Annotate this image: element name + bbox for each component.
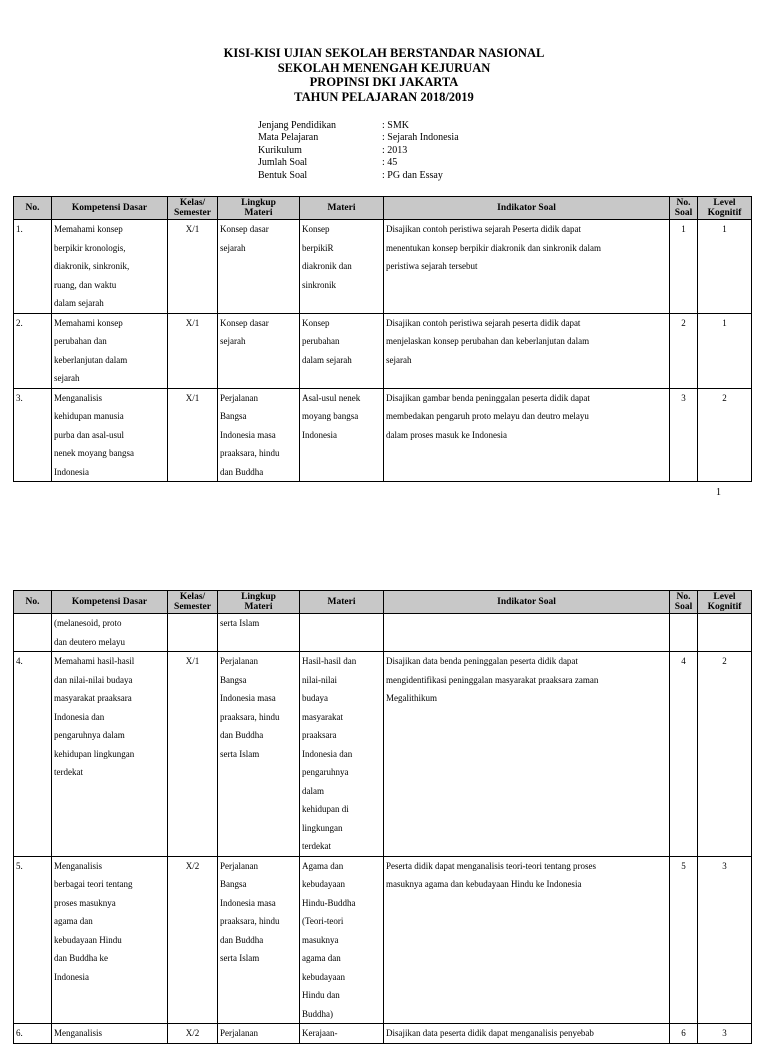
- info-label: Bentuk Soal: [258, 169, 308, 181]
- cell-level: 1: [698, 313, 752, 388]
- header-kompetensi-dasar: Kompetensi Dasar: [52, 591, 168, 614]
- cell-level: [698, 614, 752, 652]
- cell-no-soal: 4: [670, 652, 698, 857]
- kisi-kisi-table-page-2: [13, 590, 752, 1044]
- header-no: No.: [14, 591, 52, 614]
- table-row: [14, 388, 752, 482]
- cell-kelas: X/2: [168, 856, 218, 1024]
- header-lingkup-materi: Lingkup Materi: [218, 591, 300, 614]
- cell-level: 3: [698, 856, 752, 1024]
- cell-no-soal: 3: [670, 388, 698, 482]
- header-indikator-soal: Indikator Soal: [384, 197, 670, 220]
- cell-no-soal: 1: [670, 220, 698, 314]
- info-label: Kurikulum: [258, 144, 302, 156]
- info-value: : PG dan Essay: [382, 169, 443, 181]
- info-row: [258, 145, 459, 157]
- cell-materi: Konsep perubahan dalam sejarah: [300, 313, 384, 388]
- table-row: [14, 856, 752, 1024]
- cell-kompetensi-dasar: Memahami konsep berpikir kronologis, diakronik, sinkronik, ruang, dan waktu dalam sejarah: [52, 220, 168, 314]
- cell-kompetensi-dasar: (melanesoid, proto dan deutero melayu: [52, 614, 168, 652]
- cell-indikator: [384, 614, 670, 652]
- cell-lingkup: Konsep dasar sejarah: [218, 220, 300, 314]
- info-row: [258, 132, 459, 144]
- title-line-4: TAHUN PELAJARAN 2018/2019: [294, 89, 474, 104]
- header-materi: Materi: [300, 197, 384, 220]
- info-row: [258, 170, 459, 182]
- cell-indikator: Peserta didik dapat menganalisis teori-teori tentang proses masuknya agama dan kebudayaan Hindu ke Indonesia: [384, 856, 670, 1024]
- header-row: [14, 197, 752, 220]
- cell-indikator: Disajikan data peserta didik dapat menganalisis penyebab: [384, 1024, 670, 1044]
- cell-no: 5.: [14, 856, 52, 1024]
- cell-indikator: Disajikan contoh peristiwa sejarah Peserta didik dapat menentukan konsep berpikir diakronik dan sinkronik dalam peristiwa sejarah tersebut: [384, 220, 670, 314]
- document-title: [0, 46, 768, 104]
- cell-indikator: Disajikan contoh peristiwa sejarah peserta didik dapat menjelaskan konsep perubahan dan keberlanjutan dalam sejarah: [384, 313, 670, 388]
- info-label: Jumlah Soal: [258, 157, 308, 169]
- info-label: Jenjang Pendidikan: [258, 120, 337, 131]
- cell-kelas: X/1: [168, 388, 218, 482]
- cell-indikator: Disajikan data benda peninggalan peserta didik dapat mengidentifikasi peninggalan masyarakat praaksara zaman Megalithikum: [384, 652, 670, 857]
- title-line-1: KISI-KISI UJIAN SEKOLAH BERSTANDAR NASIONAL: [223, 46, 545, 60]
- cell-kompetensi-dasar: Menganalisis: [52, 1024, 168, 1044]
- cell-no: 2.: [14, 313, 52, 388]
- cell-kompetensi-dasar: Memahami hasil-hasil dan nilai-nilai budaya masyarakat praaksara Indonesia dan pengaruhnya dalam kehidupan lingkungan terdekat: [52, 652, 168, 857]
- header-no-soal: No. Soal: [670, 591, 698, 614]
- header-row: [14, 591, 752, 614]
- cell-kelas: X/2: [168, 1024, 218, 1044]
- cell-kelas: [168, 614, 218, 652]
- cell-materi: Kerajaan-: [300, 1024, 384, 1044]
- cell-materi: Asal-usul nenek moyang bangsa Indonesia: [300, 388, 384, 482]
- cell-kompetensi-dasar: Menganalisis berbagai teori tentang proses masuknya agama dan kebudayaan Hindu dan Buddha ke Indonesia: [52, 856, 168, 1024]
- cell-no: 4.: [14, 652, 52, 857]
- exam-info: [258, 120, 459, 182]
- header-materi: Materi: [300, 591, 384, 614]
- cell-lingkup: Konsep dasar sejarah: [218, 313, 300, 388]
- cell-level: 1: [698, 220, 752, 314]
- title-line-2: SEKOLAH MENENGAH KEJURUAN: [277, 60, 491, 75]
- cell-level: 2: [698, 388, 752, 482]
- cell-lingkup: Perjalanan: [218, 1024, 300, 1044]
- cell-kelas: X/1: [168, 220, 218, 314]
- cell-level: 2: [698, 652, 752, 857]
- cell-materi: Agama dan kebudayaan Hindu-Buddha (Teori-teori masuknya agama dan kebudayaan Hindu dan Buddha): [300, 856, 384, 1024]
- header-kompetensi-dasar: Kompetensi Dasar: [52, 197, 168, 220]
- table-row: [14, 313, 752, 388]
- cell-no: 3.: [14, 388, 52, 482]
- header-no-soal: No. Soal: [670, 197, 698, 220]
- cell-indikator: Disajikan gambar benda peninggalan peserta didik dapat membedakan pengaruh proto melayu dan deutro melayu dalam proses masuk ke Indonesia: [384, 388, 670, 482]
- header-indikator-soal: Indikator Soal: [384, 591, 670, 614]
- cell-lingkup: Perjalanan Bangsa Indonesia masa praaksara, hindu dan Buddha serta Islam: [218, 652, 300, 857]
- table-row: [14, 1024, 752, 1044]
- title-line-3: PROPINSI DKI JAKARTA: [309, 75, 459, 89]
- cell-materi: Hasil-hasil dan nilai-nilai budaya masyarakat praaksara Indonesia dan pengaruhnya dalam kehidupan di lingkungan terdekat: [300, 652, 384, 857]
- table-row: [14, 220, 752, 314]
- info-row: [258, 120, 459, 132]
- cell-kompetensi-dasar: Menganalisis kehidupan manusia purba dan asal-usul nenek moyang bangsa Indonesia: [52, 388, 168, 482]
- info-value: : 2013: [382, 144, 408, 156]
- table-row-continuation: [14, 614, 752, 652]
- cell-lingkup: Perjalanan Bangsa Indonesia masa praaksara, hindu dan Buddha: [218, 388, 300, 482]
- page-number: 1: [716, 487, 721, 498]
- info-value: : Sejarah Indonesia: [382, 132, 459, 144]
- table-row: [14, 652, 752, 857]
- info-row: [258, 157, 459, 169]
- cell-materi: [300, 614, 384, 652]
- header-lingkup-materi: Lingkup Materi: [218, 197, 300, 220]
- cell-kelas: X/1: [168, 313, 218, 388]
- header-level-kognitif: Level Kognitif: [698, 591, 752, 614]
- cell-materi: Konsep berpikiR diakronik dan sinkronik: [300, 220, 384, 314]
- cell-no-soal: 5: [670, 856, 698, 1024]
- cell-no: 1.: [14, 220, 52, 314]
- info-label: Mata Pelajaran: [258, 132, 319, 144]
- cell-lingkup: serta Islam: [218, 614, 300, 652]
- info-value: : 45: [382, 157, 398, 169]
- header-kelas-semester: Kelas/ Semester: [168, 591, 218, 614]
- cell-kompetensi-dasar: Memahami konsep perubahan dan keberlanjutan dalam sejarah: [52, 313, 168, 388]
- cell-lingkup: Perjalanan Bangsa Indonesia masa praaksara, hindu dan Buddha serta Islam: [218, 856, 300, 1024]
- cell-no: 6.: [14, 1024, 52, 1044]
- cell-kelas: X/1: [168, 652, 218, 857]
- cell-no-soal: 2: [670, 313, 698, 388]
- document-page-2: [0, 588, 768, 1038]
- header-no: No.: [14, 197, 52, 220]
- cell-no-soal: [670, 614, 698, 652]
- kisi-kisi-table-page-1: [13, 196, 752, 482]
- cell-level: 3: [698, 1024, 752, 1044]
- cell-no-soal: 6: [670, 1024, 698, 1044]
- header-level-kognitif: Level Kognitif: [698, 197, 752, 220]
- info-value: : SMK: [382, 120, 409, 131]
- cell-no: [14, 614, 52, 652]
- header-kelas-semester: Kelas/ Semester: [168, 197, 218, 220]
